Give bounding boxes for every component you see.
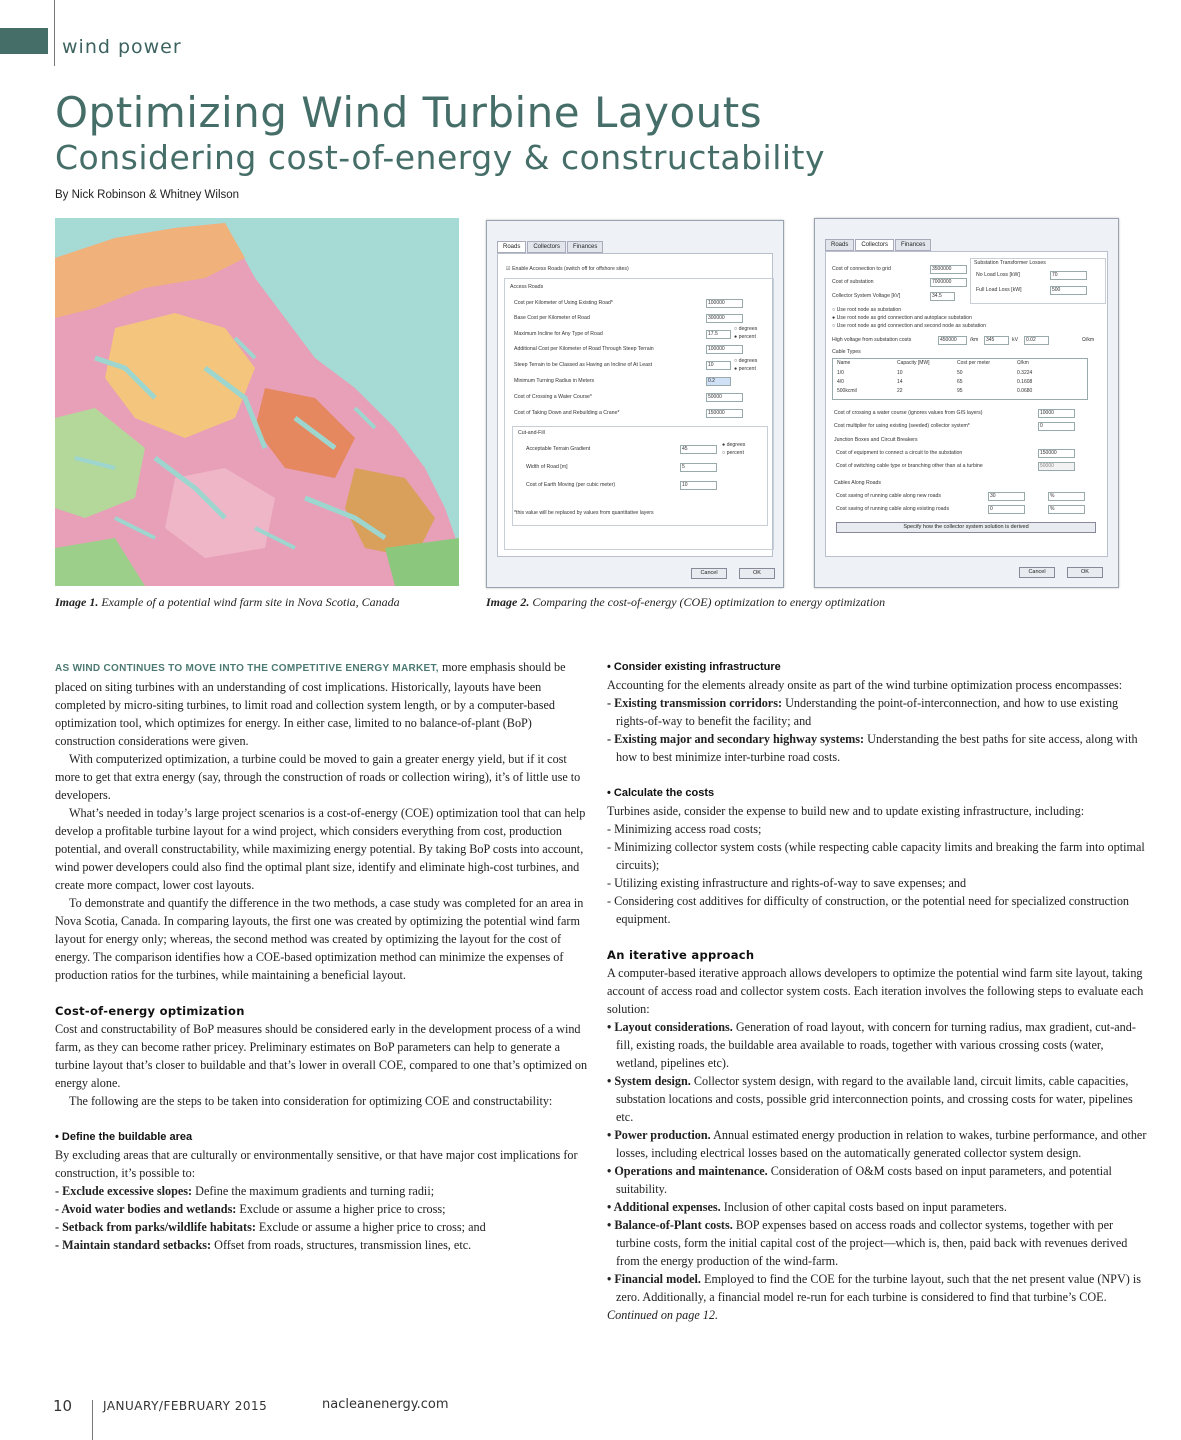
- cable-cell[interactable]: 22: [897, 388, 903, 394]
- radio-root-substation[interactable]: ○ Use root node as substation: [832, 307, 902, 313]
- grid-cost-label: Cost of connection to grid: [832, 266, 891, 272]
- hv-cost-field[interactable]: 450000: [938, 336, 967, 345]
- list-item: • Power production. Annual estimated energy production in relation to wakes, turbine performance, and other losses, including electrical losses based on the automatically generated collector system design.: [607, 1128, 1147, 1160]
- existing-roads-label: Cost saving of running cable along existing roads: [836, 506, 950, 512]
- junction-group-title: Junction Boxes and Circuit Breakers: [834, 437, 918, 443]
- enable-roads-label: Enable Access Roads (switch off for offshore sites): [512, 266, 629, 272]
- road-row-label: Additional Cost per Kilometer of Road Through Steep Terrain: [514, 346, 654, 352]
- tab-roads[interactable]: Roads: [825, 239, 854, 251]
- paragraph: By excluding areas that are culturally or environmentally sensitive, or that have major cost implications for construction, it’s possible to:: [55, 1148, 578, 1180]
- ok-button[interactable]: OK: [1067, 567, 1103, 578]
- road-row-label: Cost of Taking Down and Rebuilding a Crane*: [514, 410, 620, 416]
- list-item: - Avoid water bodies and wetlands: Exclude or assume a higher price to cross;: [55, 1202, 446, 1216]
- list-item: - Maintain standard setbacks: Offset from roads, structures, transmission lines, etc.: [55, 1238, 472, 1252]
- list-item: - Existing major and secondary highway systems: Understanding the best paths for site access, along with how to best minimize inter-turbine road costs.: [607, 732, 1138, 764]
- cable-cell[interactable]: 0.1608: [1017, 379, 1033, 385]
- paragraph: With computerized optimization, a turbine could be moved to gain a greater energy yield, but if it cost more to get that extra energy (say, through the construction of roads or collection wiring), it’s of little use to developers.: [55, 752, 581, 802]
- hv-resistance-field[interactable]: 0.02: [1024, 336, 1049, 345]
- article-subtitle: Considering cost-of-energy & constructability: [55, 138, 826, 177]
- continued-note: Continued on page 12.: [607, 1308, 719, 1322]
- cable-cell[interactable]: 14: [897, 379, 903, 385]
- tab-roads[interactable]: Roads: [497, 241, 526, 253]
- roads-panel: [497, 253, 773, 557]
- image1-caption-label: Image 1.: [55, 595, 99, 609]
- road-row-field[interactable]: 100000: [706, 345, 743, 354]
- road-row-label: Cost of Crossing a Water Course*: [514, 394, 592, 400]
- water-crossing-field[interactable]: 10000: [1038, 409, 1075, 418]
- image1-caption: [55, 595, 400, 610]
- cable-header: Ω/km: [1017, 360, 1029, 366]
- cutfill-row-field[interactable]: 10: [680, 481, 717, 490]
- enable-roads-checkbox[interactable]: ☑ Enable Access Roads (switch off for offshore sites): [506, 266, 629, 272]
- road-row-field[interactable]: 50000: [706, 393, 743, 402]
- image1-caption-text: Example of a potential wind farm site in Nova Scotia, Canada: [101, 595, 400, 609]
- road-row-label: Steep Terrain to be Classed as Having an Incline of At Least: [514, 362, 653, 368]
- road-row-label: Base Cost per Kilometer of Road: [514, 315, 590, 321]
- wind-farm-site-map: [55, 218, 459, 586]
- radio-degrees[interactable]: ○ degrees: [734, 358, 758, 364]
- cable-cell[interactable]: 1/0: [837, 370, 844, 376]
- list-item: - Existing transmission corridors: Understanding the point-of-interconnection, and how to use existing rights-of-way to benefit the facility; and: [607, 696, 1119, 728]
- terrain-map-graphic: [55, 218, 459, 586]
- list-item: • Layout considerations. Generation of road layout, with concern for turning radius, max gradient, cut-and-fill, existing roads, the buildable area available to roads, together with various crossing costs (water, wetland, pipelines etc).: [607, 1020, 1136, 1070]
- cancel-button[interactable]: Cancel: [1019, 567, 1055, 578]
- cable-cell[interactable]: 10: [897, 370, 903, 376]
- new-roads-field[interactable]: 30: [988, 492, 1025, 501]
- new-roads-unit-select[interactable]: %: [1048, 492, 1085, 501]
- list-item: • Additional expenses. Inclusion of other capital costs based on input parameters.: [607, 1200, 1007, 1214]
- road-row-label: Maximum Incline for Any Type of Road: [514, 331, 603, 337]
- cable-cell[interactable]: 4/0: [837, 379, 844, 385]
- road-row-field[interactable]: 300000: [706, 314, 743, 323]
- list-item: • System design. Collector system design, with regard to the available land, circuit limits, cable capacities, substation locations and costs, possible grid interconnection points, and crossing costs for water, pipelines etc.: [607, 1074, 1133, 1124]
- road-row-field[interactable]: 17.5: [706, 330, 731, 339]
- list-item: • Balance-of-Plant costs. BOP expenses based on access roads and collector systems, together with per turbine costs, form the initial capital cost of the project—which is, then, paid back with revenues derived from the energy production of the wind-farm.: [607, 1218, 1128, 1268]
- cable-cell[interactable]: 0.3224: [1017, 370, 1033, 376]
- paragraph: To demonstrate and quantify the difference in the two methods, a case study was completed for an area in Nova Scotia, Canada. In comparing layouts, the first one was created by optimizing the potential wind farm layout for energy only; whereas, the second method was created by optimizing the layout for the cost of energy. The comparison identifies how a COE-based optimization method can minimize the expenses of production ratios for the turbines, while maintaining a beneficial layout.: [55, 896, 584, 982]
- hv-voltage-field[interactable]: 345: [984, 336, 1009, 345]
- tab-finances[interactable]: Finances: [895, 239, 931, 251]
- multiplier-field[interactable]: 0: [1038, 422, 1075, 431]
- road-row-label: Minimum Turning Radius in Meters: [514, 378, 595, 384]
- issue-date: JANUARY/FEBRUARY 2015: [103, 1399, 268, 1413]
- transformer-losses-title: Substation Transformer Losses: [974, 260, 1046, 266]
- radio-degrees[interactable]: ○ degrees: [734, 326, 758, 332]
- list-item: • Financial model. Employed to find the COE for the turbine layout, such that the net present value (NPV) is zero. Additionally, a financial model re-run for each turbine is considered to find that turbine’s COE.: [607, 1272, 1141, 1304]
- road-row-field[interactable]: 100000: [706, 299, 743, 308]
- paragraph: A computer-based iterative approach allows developers to optimize the potential wind farm site layout, taking account of access road and collector system costs. Each iteration involves the following steps to evaluate each solution:: [607, 966, 1144, 1016]
- tab-finances[interactable]: Finances: [567, 241, 603, 253]
- tab-collectors[interactable]: Collectors: [855, 239, 894, 251]
- substation-cost-label: Cost of substation: [832, 279, 874, 285]
- header-rule: [54, 0, 55, 66]
- cable-header: Capacity [MW]: [897, 360, 930, 366]
- ok-button[interactable]: OK: [739, 568, 775, 579]
- radio-root-autoplace[interactable]: ● Use root node as grid connection and autoplace substation: [832, 315, 972, 321]
- paragraph: The following are the steps to be taken into consideration for optimizing COE and constructability:: [69, 1094, 553, 1108]
- cutfill-row-label: Acceptable Terrain Gradient: [526, 446, 591, 452]
- roads-settings-dialog: [486, 220, 784, 588]
- radio-percent[interactable]: ● percent: [734, 366, 756, 372]
- hv-unit: /km: [970, 337, 979, 343]
- subheading-buildable: • Define the buildable area: [55, 1131, 193, 1143]
- road-row-field[interactable]: 10: [706, 361, 731, 370]
- voltage-label: Collector System Voltage [kV]: [832, 293, 901, 299]
- lead-in: AS WIND CONTINUES TO MOVE INTO THE COMPETITIVE ENERGY MARKET,: [55, 663, 439, 674]
- list-item: • Operations and maintenance. Consideration of O&M costs based on input parameters, and potential suitability.: [607, 1164, 1112, 1196]
- cutfill-row-label: Width of Road [m]: [526, 464, 568, 470]
- list-item: - Utilizing existing infrastructure and rights-of-way to save expenses; and: [607, 876, 967, 890]
- switching-cost-label: Cost of switching cable type or branching other than at a turbine: [836, 463, 983, 469]
- right-column: [607, 658, 1147, 1324]
- road-row-field[interactable]: 150000: [706, 409, 743, 418]
- section-color-bar: [0, 28, 48, 54]
- subheading-iterative: An iterative approach: [607, 948, 755, 962]
- existing-roads-unit-select[interactable]: %: [1048, 505, 1085, 514]
- paragraph: What’s needed in today’s large project scenarios is a cost-of-energy (COE) optimization tool that can help develop a profitable turbine layout for a wind project, which considers everything from cost, production potential, and overall constructability, while maximizing energy potential. By taking BoP costs into account, wind power developers could also find the optimal plant size, identify and eliminate high-cost turbines, and create more compact, lower cost layouts.: [55, 806, 586, 892]
- cable-header: Cost per meter: [957, 360, 991, 366]
- image2-caption: [486, 595, 885, 610]
- radio-root-second-node[interactable]: ○ Use root node as grid connection and second node as substation: [832, 323, 986, 329]
- cable-cell[interactable]: 500kcmil: [837, 388, 857, 394]
- specify-collector-button[interactable]: Specify how the collector system solution is derived: [836, 522, 1096, 533]
- paragraph: Cost and constructability of BoP measures should be considered early in the development process of a wind farm, as they can become rather pricey. Preliminary estimates on BoP parameters can help to generate a turbine layout that’s closer to buildable and that’s lower in overall COE, compared to one that’s optimized on energy alone.: [55, 1022, 588, 1090]
- list-item: - Exclude excessive slopes: Define the maximum gradients and turning radii;: [55, 1184, 435, 1198]
- cable-cell[interactable]: 65: [957, 379, 963, 385]
- paragraph: Turbines aside, consider the expense to build new and to update existing infrastructure, including:: [607, 804, 1085, 818]
- cable-types-table: [832, 358, 1088, 400]
- cable-header: Name: [837, 360, 851, 366]
- collectors-settings-dialog: [814, 218, 1119, 588]
- radio-percent[interactable]: ● percent: [734, 334, 756, 340]
- left-column: [55, 658, 589, 1254]
- cable-cell[interactable]: 0.0680: [1017, 388, 1033, 394]
- grid-cost-field[interactable]: 3500000: [930, 265, 967, 274]
- list-item: - Considering cost additives for difficulty of construction, or the potential need for specialized construction equipment.: [607, 894, 1130, 926]
- image2-caption-text: Comparing the cost-of-energy (COE) optimization to energy optimization: [532, 595, 886, 609]
- cutfill-row-label: Cost of Earth Moving (per cubic meter): [526, 482, 616, 488]
- subheading-coe: Cost-of-energy optimization: [55, 1004, 245, 1018]
- hv-kv-unit: kV: [1012, 337, 1019, 343]
- substation-cost-field[interactable]: 7000000: [930, 278, 967, 287]
- radio-percent[interactable]: ○ percent: [722, 450, 744, 456]
- existing-roads-field[interactable]: 0: [988, 505, 1025, 514]
- list-item: - Minimizing collector system costs (while respecting cable capacity limits and breaking the farm into optimal circuits);: [607, 840, 1145, 872]
- cancel-button[interactable]: Cancel: [691, 568, 727, 579]
- quantitative-layer-note: *this value will be replaced by values from quantitative layers: [514, 510, 654, 516]
- paragraph: AS WIND CONTINUES TO MOVE INTO THE COMPETITIVE ENERGY MARKET, more emphasis should be placed on siting turbines with an understanding of cost implications. Historically, layouts have been completed by micro-siting turbines, to limit road and collection system length, or by a computer-based optimization tool, which optimizes for energy. In either case, limited to no balance-of-plant (BoP) construction considerations were given.: [55, 660, 566, 748]
- full-load-loss-field[interactable]: 500: [1050, 286, 1087, 295]
- collectors-panel: [825, 251, 1108, 557]
- subheading-infrastructure: • Consider existing infrastructure: [607, 661, 781, 673]
- full-load-loss-label: Full Load Loss [kW]: [976, 287, 1022, 293]
- article-title: Optimizing Wind Turbine Layouts: [55, 88, 763, 137]
- cable-types-title: Cable Types: [832, 349, 861, 355]
- no-load-loss-field[interactable]: 70: [1050, 271, 1087, 280]
- tab-collectors[interactable]: Collectors: [527, 241, 566, 253]
- cable-cell[interactable]: 95: [957, 388, 963, 394]
- section-label: wind power: [62, 36, 182, 58]
- cut-and-fill-title: Cut-and-Fill: [518, 430, 545, 436]
- page-number: 10: [53, 1397, 73, 1415]
- cutfill-row-field[interactable]: 45: [680, 445, 717, 454]
- image2-caption-label: Image 2.: [486, 595, 530, 609]
- cables-along-roads-title: Cables Along Roads: [834, 480, 882, 486]
- radio-degrees[interactable]: ● degrees: [722, 442, 746, 448]
- cutfill-row-field[interactable]: 5: [680, 463, 717, 472]
- list-item: - Minimizing access road costs;: [607, 822, 762, 836]
- footer-rule: [92, 1400, 93, 1440]
- equipment-cost-label: Cost of equipment to connect a circuit to the substation: [836, 450, 963, 456]
- byline: By Nick Robinson & Whitney Wilson: [55, 189, 240, 201]
- voltage-field[interactable]: 34.5: [930, 292, 955, 301]
- list-item: - Setback from parks/wildlife habitats: Exclude or assume a higher price to cross; and: [55, 1220, 486, 1234]
- new-roads-label: Cost saving of running cable along new roads: [836, 493, 941, 499]
- hv-cost-label: High voltage from substation costs: [832, 337, 912, 343]
- website-link[interactable]: nacleanenergy.com: [322, 1397, 449, 1412]
- subheading-costs: • Calculate the costs: [607, 787, 715, 799]
- multiplier-label: Cost multiplier for using existing (seeded) collector system*: [834, 423, 970, 429]
- access-roads-title: Access Roads: [510, 284, 544, 290]
- switching-cost-field[interactable]: 50000: [1038, 462, 1075, 471]
- road-row-label: Cost per Kilometer of Using Existing Road*: [514, 300, 613, 306]
- no-load-loss-label: No Load Loss [kW]: [976, 272, 1020, 278]
- road-row-field[interactable]: 0.2: [706, 377, 731, 386]
- hv-ohm-unit: Ω/km: [1082, 337, 1095, 343]
- water-crossing-label: Cost of crossing a water course (ignores values from GIS layers): [834, 410, 983, 416]
- cable-cell[interactable]: 50: [957, 370, 963, 376]
- paragraph: Accounting for the elements already onsite as part of the wind turbine optimization process encompasses:: [607, 678, 1123, 692]
- equipment-cost-field[interactable]: 150000: [1038, 449, 1075, 458]
